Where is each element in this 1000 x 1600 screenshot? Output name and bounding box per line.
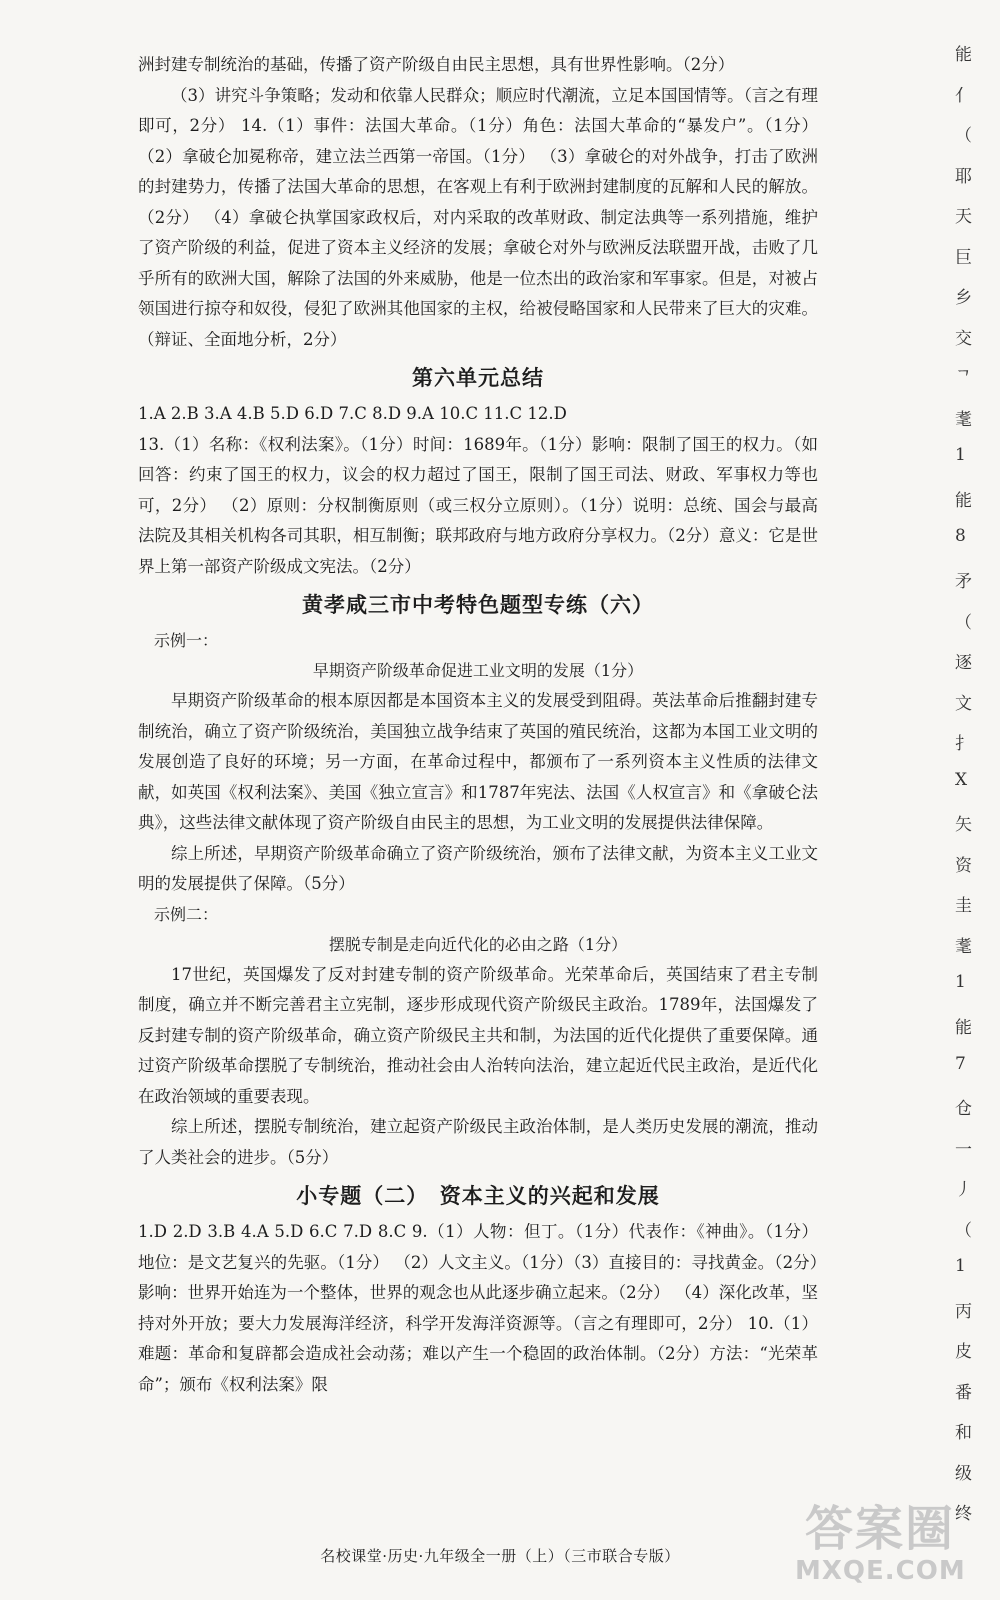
edge-fragment: 皮 xyxy=(955,1342,972,1362)
edge-fragment: 1 xyxy=(955,972,966,992)
example1-paragraph-2: 综上所述，早期资产阶级革命确立了资产阶级统治，颁布了法律文献，为资本主义工业文明的发展提供了保障。（5分） xyxy=(138,843,818,893)
edge-fragment: 能 xyxy=(955,491,972,511)
adjacent-page-edge xyxy=(955,40,995,1560)
edge-fragment: 交 xyxy=(955,329,972,349)
edge-fragment: ᄀ xyxy=(955,369,972,389)
example2-label: 示例二： xyxy=(154,904,219,924)
edge-fragment: 扌 xyxy=(955,734,972,754)
intro-paragraph: （3）讲究斗争策略；发动和依靠人民群众；顺应时代潮流，立足本国国情等。（言之有理即可，2分） 14.（1）事件：法国大革命。（1分）角色：法国大革命的“暴发户”。（1分） （2）拿破仑加冕称帝，建立法兰西第一帝国。（1分） （3）拿破仑的对外战争，打击了欧洲的封建势力，传播了法国大革命的思想，在客观上有利于欧洲封建制度的瓦解和人民的解放。（2分） （4）拿破仑执掌国家政权后，对内采取的改革财政、制定法典等一系列措施，维护了资产阶级的利益，促进了资本主义经济的发展；拿破仑对外与欧洲反法联盟开战，击败了几乎所有的欧洲大国，解除了法国的外来威胁，他是一位杰出的政治家和军事家。但是，对被占领国进行掠夺和奴役，侵犯了欧洲其他国家的主权，给被侵略国家和人民带来了巨大的灾难。（辩证、全面地分析，2分） xyxy=(138,85,818,349)
example1-caption: 早期资产阶级革命促进工业文明的发展（1分） xyxy=(312,661,644,680)
main-column xyxy=(138,50,818,1400)
watermark-url: MXQE.COM xyxy=(795,1556,966,1586)
edge-fragment: 矛 xyxy=(955,572,972,592)
edge-fragment: 级 xyxy=(955,1464,972,1484)
unit6-title: 第六单元总结 xyxy=(412,366,544,390)
example2-paragraph-2: 综上所述，摆脱专制统治，建立起资产阶级民主政治体制，是人类历史发展的潮流，推动了人类社会的进步。（5分） xyxy=(138,1117,818,1167)
edge-fragment: （ xyxy=(955,126,972,146)
edge-fragment: 丿 xyxy=(955,1180,972,1200)
unit6-body: 13.（1）名称：《权利法案》。（1分）时间：1689年。（1分）影响：限制了国王的权力。（如回答：约束了国王的权力，议会的权力超过了国王，限制了国王司法、财政、军事权力等也可，2分） （2）原则：分权制衡原则（或三权分立原则）。（1分）说明：总统、国会与最高法院及其相关机构各司其职，相互制衡；联邦政府与地方政府分享权力。（2分）意义：它是世界上第一部资产阶级成文宪法。（2分） xyxy=(138,434,818,576)
edge-fragment: 终 xyxy=(955,1504,972,1524)
example1-paragraph-1: 早期资产阶级革命的根本原因都是本国资本主义的发展受到阻碍。英法革命后推翻封建专制统治，确立了资产阶级统治，美国独立战争结束了英国的殖民统治，这都为本国工业文明的发展创造了良好的环境；另一方面，在革命过程中，都颁布了一系列资本主义性质的法律文献，如英国《权利法案》、美国《独立宣言》和1787年宪法、法国《人权宣言》和《拿破仑法典》，这些法律文献体现了资产阶级自由民主的思想，为工业文明的发展提供法律保障。 xyxy=(138,691,818,832)
topic2-body: 1.D 2.D 3.B 4.A 5.D 6.C 7.D 8.C 9.（1）人物：但丁。（1分）代表作：《神曲》。（1分）地位：是文艺复兴的先驱。（1分） （2）人文主义。（1分）（3）直接目的：寻找黄金。（2分）影响：世界开始连为一个整体，世界的观念也从此逐步确立起来。（2分） （4）深化改革，坚持对外开放；要大力发展海洋经济，科学开发海洋资源等。（言之有理即可，2分） 10.（1）难题：革命和复辟都会造成社会动荡；难以产生一个稳固的政治体制。（2分）方法：“光荣革命”；颁布《权利法案》限 xyxy=(138,1222,818,1394)
edge-fragment: 资 xyxy=(955,856,972,876)
edge-fragment: 巨 xyxy=(955,248,972,268)
edge-fragment: X xyxy=(955,770,968,790)
edge-fragment: 亻 xyxy=(955,86,972,106)
unit6-answers: 1.A 2.B 3.A 4.B 5.D 6.D 7.C 8.D 9.A 10.C 11.C 12.D xyxy=(138,404,567,423)
edge-fragment: 能 xyxy=(955,45,972,65)
edge-fragment: 一 xyxy=(955,1140,972,1160)
edge-fragment: 乡 xyxy=(955,288,972,308)
edge-fragment: （ xyxy=(955,1221,972,1241)
topic2-title: 小专题（二） 资本主义的兴起和发展 xyxy=(296,1184,660,1208)
page-footer: 名校课堂·历史·九年级全一册（上）（三市联合专版） xyxy=(320,1547,680,1565)
edge-fragment: 能 xyxy=(955,1018,972,1038)
edge-fragment: 7 xyxy=(955,1054,966,1074)
edge-fragment: 圭 xyxy=(955,896,972,916)
watermark-logo xyxy=(795,1490,995,1595)
edge-fragment: 1 xyxy=(955,1256,966,1276)
edge-fragment: 1 xyxy=(955,445,966,465)
edge-fragment: 仓 xyxy=(955,1099,972,1119)
example1-label: 示例一： xyxy=(154,631,219,650)
example2-caption: 摆脱专制是走向近代化的必由之路（1分） xyxy=(328,934,628,954)
example2-paragraph-1: 17世纪，英国爆发了反对封建专制的资产阶级革命。光荣革命后，英国结束了君主专制制度，确立并不断完善君主立宪制，逐步形成现代资产阶级民主政治。1789年，法国爆发了反封建专制的资产阶级革命，确立资产阶级民主共和制，为法国的近代化提供了重要保障。通过资产阶级革命摆脱了专制统治，推动社会由人治转向法治，建立起近代民主政治，是近代化在政治领域的重要表现。 xyxy=(138,964,818,1106)
edge-fragment: 丙 xyxy=(955,1302,972,1322)
edge-fragment: 天 xyxy=(955,207,972,227)
edge-fragment: 和 xyxy=(955,1423,972,1443)
edge-fragment: 矢 xyxy=(955,815,972,835)
intro-line-1: 洲封建专制统治的基础，传播了资产阶级自由民主思想，具有世界性影响。（2分） xyxy=(138,55,735,74)
edge-fragment: 番 xyxy=(955,1383,972,1403)
edge-fragment: 8 xyxy=(955,526,966,546)
edge-fragment: （ xyxy=(955,613,972,633)
edge-fragment: 耄 xyxy=(955,937,972,957)
special-title: 黄孝咸三市中考特色题型专练（六） xyxy=(302,593,654,617)
edge-fragment: 文 xyxy=(955,694,972,714)
edge-fragment: 耄 xyxy=(955,410,972,430)
edge-fragment: 耶 xyxy=(955,167,972,187)
edge-fragment: 逐 xyxy=(955,653,972,673)
watermark-text: 答案圈 xyxy=(805,1501,956,1557)
